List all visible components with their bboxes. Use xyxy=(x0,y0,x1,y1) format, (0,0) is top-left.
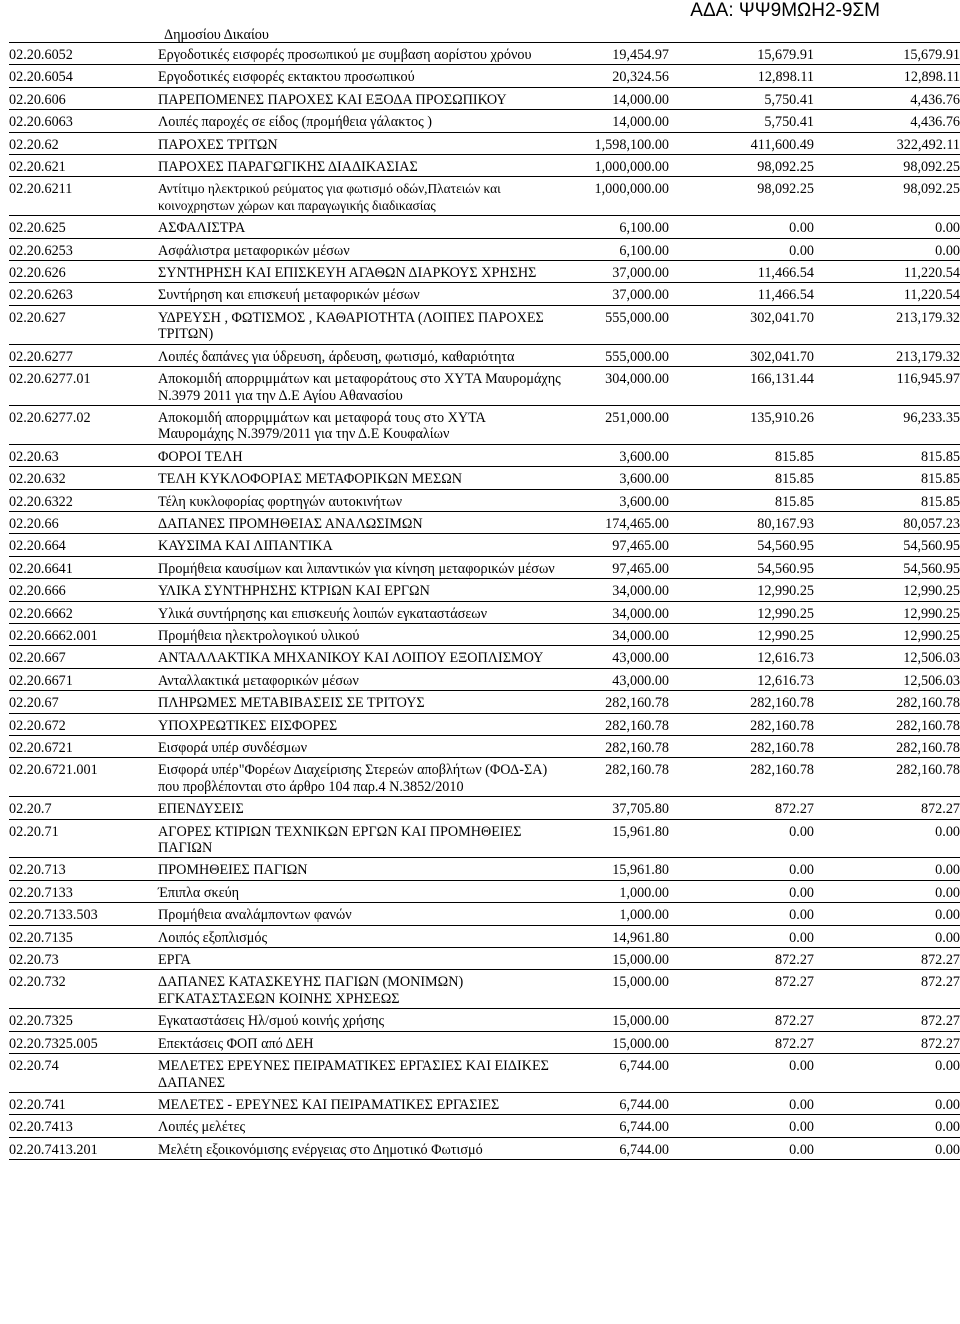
budgeted-amount-cell: 14,000.00 xyxy=(569,87,669,109)
description-cell: ΦΟΡΟΙ ΤΕΛΗ xyxy=(155,444,569,466)
budgeted-amount-cell: 555,000.00 xyxy=(569,305,669,344)
table-row xyxy=(9,1031,960,1053)
description-cell: ΔΑΠΑΝΕΣ ΚΑΤΑΣΚΕΥΗΣ ΠΑΓΙΩΝ (ΜΟΝΙΜΩΝ) ΕΓΚΑΤΑΣΤΑΣΕΩΝ ΚΟΙΝΗΣ ΧΡΗΣΕΩΣ xyxy=(155,970,569,1009)
account-code-cell: 02.20.6277 xyxy=(9,344,155,366)
description-cell: Προμήθεια καυσίμων και λιπαντικών για κίνηση μεταφορικών μέσων xyxy=(155,556,569,578)
paid-amount-cell: 0.00 xyxy=(814,1137,960,1159)
account-code-cell: 02.20.6721 xyxy=(9,736,155,758)
table-row xyxy=(9,261,960,283)
committed-amount-cell: 98,092.25 xyxy=(669,155,814,177)
paid-amount-cell: 12,990.25 xyxy=(814,579,960,601)
budget-table xyxy=(9,43,960,1160)
committed-amount-cell: 0.00 xyxy=(669,1092,814,1114)
committed-amount-cell: 12,990.25 xyxy=(669,601,814,623)
budgeted-amount-cell: 37,000.00 xyxy=(569,261,669,283)
budgeted-amount-cell: 15,000.00 xyxy=(569,948,669,970)
description-cell: Εγκαταστάσεις Ηλ/σμού κοινής χρήσης xyxy=(155,1009,569,1031)
budgeted-amount-cell: 19,454.97 xyxy=(569,43,669,65)
paid-amount-cell: 12,990.25 xyxy=(814,601,960,623)
description-cell: ΑΝΤΑΛΛΑΚΤΙΚΑ ΜΗΧΑΝΙΚΟΥ ΚΑΙ ΛΟΙΠΟΥ ΕΞΟΠΛΙΣΜΟΥ xyxy=(155,646,569,668)
table-row xyxy=(9,43,960,65)
table-row xyxy=(9,1009,960,1031)
budgeted-amount-cell: 282,160.78 xyxy=(569,691,669,713)
paid-amount-cell: 815.85 xyxy=(814,444,960,466)
description-cell: Αποκομιδή απορριμμάτων και μεταφορά τους στο ΧΥΤΑ Μαυρομάχης Ν.3979/2011 για την Δ.Ε Κουφαλίων xyxy=(155,405,569,444)
account-code-cell: 02.20.67 xyxy=(9,691,155,713)
account-code-cell: 02.20.7135 xyxy=(9,925,155,947)
table-row xyxy=(9,668,960,690)
budgeted-amount-cell: 6,744.00 xyxy=(569,1115,669,1137)
account-code-cell: 02.20.732 xyxy=(9,970,155,1009)
paid-amount-cell: 0.00 xyxy=(814,858,960,880)
paid-amount-cell: 96,233.35 xyxy=(814,405,960,444)
budgeted-amount-cell: 282,160.78 xyxy=(569,736,669,758)
table-row xyxy=(9,1092,960,1114)
paid-amount-cell: 0.00 xyxy=(814,880,960,902)
paid-amount-cell: 116,945.97 xyxy=(814,367,960,406)
table-row xyxy=(9,880,960,902)
committed-amount-cell: 166,131.44 xyxy=(669,367,814,406)
table-row xyxy=(9,691,960,713)
budgeted-amount-cell: 6,744.00 xyxy=(569,1092,669,1114)
description-cell: ΚΑΥΣΙΜΑ ΚΑΙ ΛΙΠΑΝΤΙΚΑ xyxy=(155,534,569,556)
description-cell: ΠΑΡΕΠΟΜΕΝΕΣ ΠΑΡΟΧΕΣ ΚΑΙ ΕΞΟΔΑ ΠΡΟΣΩΠΙΚΟΥ xyxy=(155,87,569,109)
description-cell: ΠΡΟΜΗΘΕΙΕΣ ΠΑΓΙΩΝ xyxy=(155,858,569,880)
account-code-cell: 02.20.6721.001 xyxy=(9,758,155,797)
description-cell: Λοιπός εξοπλισμός xyxy=(155,925,569,947)
paid-amount-cell: 872.27 xyxy=(814,797,960,819)
account-code-cell: 02.20.7325 xyxy=(9,1009,155,1031)
committed-amount-cell: 872.27 xyxy=(669,948,814,970)
paid-amount-cell: 322,492.11 xyxy=(814,132,960,154)
description-cell: Τέλη κυκλοφορίας φορτηγών αυτοκινήτων xyxy=(155,489,569,511)
paid-amount-cell: 282,160.78 xyxy=(814,691,960,713)
committed-amount-cell: 815.85 xyxy=(669,444,814,466)
description-cell: ΜΕΛΕΤΕΣ ΕΡΕΥΝΕΣ ΠΕΙΡΑΜΑΤΙΚΕΣ ΕΡΓΑΣΙΕΣ ΚΑΙ ΕΙΔΙΚΕΣ ΔΑΠΑΝΕΣ xyxy=(155,1054,569,1093)
committed-amount-cell: 0.00 xyxy=(669,880,814,902)
account-code-cell: 02.20.6662.001 xyxy=(9,623,155,645)
table-row xyxy=(9,177,960,216)
account-code-cell: 02.20.7413.201 xyxy=(9,1137,155,1159)
committed-amount-cell: 12,616.73 xyxy=(669,668,814,690)
paid-amount-cell: 213,179.32 xyxy=(814,305,960,344)
account-code-cell: 02.20.7325.005 xyxy=(9,1031,155,1053)
description-cell: Συντήρηση και επισκευή μεταφορικών μέσων xyxy=(155,283,569,305)
table-row xyxy=(9,534,960,556)
table-row xyxy=(9,623,960,645)
account-code-cell: 02.20.6641 xyxy=(9,556,155,578)
paid-amount-cell: 872.27 xyxy=(814,970,960,1009)
committed-amount-cell: 12,990.25 xyxy=(669,579,814,601)
committed-amount-cell: 872.27 xyxy=(669,797,814,819)
budgeted-amount-cell: 20,324.56 xyxy=(569,65,669,87)
account-code-cell: 02.20.74 xyxy=(9,1054,155,1093)
table-row xyxy=(9,903,960,925)
budgeted-amount-cell: 1,000.00 xyxy=(569,903,669,925)
description-cell: ΥΛΙΚΑ ΣΥΝΤΗΡΗΣΗΣ ΚΤΡΙΩΝ ΚΑΙ ΕΡΓΩΝ xyxy=(155,579,569,601)
description-cell: Προμήθεια αναλάμποντων φανών xyxy=(155,903,569,925)
table-row xyxy=(9,579,960,601)
budgeted-amount-cell: 15,000.00 xyxy=(569,1031,669,1053)
account-code-cell: 02.20.667 xyxy=(9,646,155,668)
budgeted-amount-cell: 97,465.00 xyxy=(569,556,669,578)
committed-amount-cell: 872.27 xyxy=(669,1031,814,1053)
table-row xyxy=(9,1054,960,1093)
paid-amount-cell: 54,560.95 xyxy=(814,556,960,578)
account-code-cell: 02.20.7413 xyxy=(9,1115,155,1137)
account-code-cell: 02.20.664 xyxy=(9,534,155,556)
table-row xyxy=(9,948,960,970)
committed-amount-cell: 5,750.41 xyxy=(669,110,814,132)
committed-amount-cell: 0.00 xyxy=(669,1137,814,1159)
description-cell: Αποκομιδή απορριμμάτων και μεταφοράτους στο ΧΥΤΑ Μαυρομάχης Ν.3979 2011 για την Δ.Ε Αγίου Αθανασίου xyxy=(155,367,569,406)
budgeted-amount-cell: 14,961.80 xyxy=(569,925,669,947)
budgeted-amount-cell: 3,600.00 xyxy=(569,467,669,489)
paid-amount-cell: 282,160.78 xyxy=(814,736,960,758)
account-code-cell: 02.20.62 xyxy=(9,132,155,154)
table-row xyxy=(9,405,960,444)
table-row xyxy=(9,87,960,109)
table-row xyxy=(9,797,960,819)
paid-amount-cell: 12,898.11 xyxy=(814,65,960,87)
committed-amount-cell: 0.00 xyxy=(669,903,814,925)
committed-amount-cell: 282,160.78 xyxy=(669,691,814,713)
committed-amount-cell: 815.85 xyxy=(669,467,814,489)
committed-amount-cell: 0.00 xyxy=(669,819,814,858)
budgeted-amount-cell: 37,705.80 xyxy=(569,797,669,819)
budgeted-amount-cell: 3,600.00 xyxy=(569,489,669,511)
paid-amount-cell: 98,092.25 xyxy=(814,177,960,216)
budgeted-amount-cell: 97,465.00 xyxy=(569,534,669,556)
table-row xyxy=(9,1115,960,1137)
paid-amount-cell: 15,679.91 xyxy=(814,43,960,65)
description-cell: Έπιπλα σκεύη xyxy=(155,880,569,902)
description-cell: Μελέτη εξοικονόμισης ενέργειας στο Δημοτικό Φωτισμό xyxy=(155,1137,569,1159)
table-row xyxy=(9,556,960,578)
account-code-cell: 02.20.7133.503 xyxy=(9,903,155,925)
description-cell: ΕΠΕΝΔΥΣΕΙΣ xyxy=(155,797,569,819)
account-code-cell: 02.20.7 xyxy=(9,797,155,819)
budgeted-amount-cell: 304,000.00 xyxy=(569,367,669,406)
paid-amount-cell: 0.00 xyxy=(814,1092,960,1114)
table-row xyxy=(9,758,960,797)
budgeted-amount-cell: 15,961.80 xyxy=(569,858,669,880)
budgeted-amount-cell: 34,000.00 xyxy=(569,601,669,623)
table-row xyxy=(9,283,960,305)
table-row xyxy=(9,925,960,947)
description-cell: ΠΑΡΟΧΕΣ ΠΑΡΑΓΩΓΙΚΗΣ ΔΙΑΔΙΚΑΣΙΑΣ xyxy=(155,155,569,177)
committed-amount-cell: 15,679.91 xyxy=(669,43,814,65)
committed-amount-cell: 411,600.49 xyxy=(669,132,814,154)
paid-amount-cell: 12,990.25 xyxy=(814,623,960,645)
budgeted-amount-cell: 37,000.00 xyxy=(569,283,669,305)
budgeted-amount-cell: 282,160.78 xyxy=(569,713,669,735)
committed-amount-cell: 12,990.25 xyxy=(669,623,814,645)
budgeted-amount-cell: 15,000.00 xyxy=(569,970,669,1009)
account-code-cell: 02.20.632 xyxy=(9,467,155,489)
paid-amount-cell: 282,160.78 xyxy=(814,758,960,797)
table-row xyxy=(9,736,960,758)
table-row xyxy=(9,858,960,880)
paid-amount-cell: 0.00 xyxy=(814,1054,960,1093)
description-cell: ΠΛΗΡΩΜΕΣ ΜΕΤΑΒΙΒΑΣΕΙΣ ΣΕ ΤΡΙΤΟΥΣ xyxy=(155,691,569,713)
account-code-cell: 02.20.6662 xyxy=(9,601,155,623)
table-row xyxy=(9,110,960,132)
table-row xyxy=(9,511,960,533)
budgeted-amount-cell: 15,961.80 xyxy=(569,819,669,858)
budgeted-amount-cell: 3,600.00 xyxy=(569,444,669,466)
description-cell: ΥΔΡΕΥΣΗ , ΦΩΤΙΣΜΟΣ , ΚΑΘΑΡΙΟΤΗΤΑ (ΛΟΙΠΕΣ ΠΑΡΟΧΕΣ ΤΡΙΤΩΝ) xyxy=(155,305,569,344)
budgeted-amount-cell: 174,465.00 xyxy=(569,511,669,533)
budgeted-amount-cell: 251,000.00 xyxy=(569,405,669,444)
committed-amount-cell: 0.00 xyxy=(669,1054,814,1093)
description-cell: ΠΑΡΟΧΕΣ ΤΡΙΤΩΝ xyxy=(155,132,569,154)
committed-amount-cell: 12,898.11 xyxy=(669,65,814,87)
committed-amount-cell: 282,160.78 xyxy=(669,713,814,735)
paid-amount-cell: 54,560.95 xyxy=(814,534,960,556)
paid-amount-cell: 815.85 xyxy=(814,489,960,511)
budgeted-amount-cell: 1,598,100.00 xyxy=(569,132,669,154)
account-code-cell: 02.20.6277.01 xyxy=(9,367,155,406)
description-cell: Ασφάλιστρα μεταφορικών μέσων xyxy=(155,238,569,260)
budgeted-amount-cell: 34,000.00 xyxy=(569,579,669,601)
paid-amount-cell: 11,220.54 xyxy=(814,283,960,305)
account-code-cell: 02.20.666 xyxy=(9,579,155,601)
table-row xyxy=(9,132,960,154)
committed-amount-cell: 282,160.78 xyxy=(669,758,814,797)
committed-amount-cell: 80,167.93 xyxy=(669,511,814,533)
budget-document xyxy=(9,23,960,1160)
account-code-cell: 02.20.6263 xyxy=(9,283,155,305)
paid-amount-cell: 0.00 xyxy=(814,1115,960,1137)
budgeted-amount-cell: 43,000.00 xyxy=(569,668,669,690)
committed-amount-cell: 872.27 xyxy=(669,970,814,1009)
budgeted-amount-cell: 282,160.78 xyxy=(569,758,669,797)
table-row xyxy=(9,155,960,177)
committed-amount-cell: 0.00 xyxy=(669,1115,814,1137)
paid-amount-cell: 12,506.03 xyxy=(814,668,960,690)
description-cell: ΥΠΟΧΡΕΩΤΙΚΕΣ ΕΙΣΦΟΡΕΣ xyxy=(155,713,569,735)
budgeted-amount-cell: 6,744.00 xyxy=(569,1137,669,1159)
account-code-cell: 02.20.6322 xyxy=(9,489,155,511)
table-row xyxy=(9,367,960,406)
account-code-cell: 02.20.625 xyxy=(9,216,155,238)
description-cell: Ανταλλακτικά μεταφορικών μέσων xyxy=(155,668,569,690)
table-row xyxy=(9,65,960,87)
paid-amount-cell: 815.85 xyxy=(814,467,960,489)
account-code-cell: 02.20.6054 xyxy=(9,65,155,87)
paid-amount-cell: 4,436.76 xyxy=(814,87,960,109)
committed-amount-cell: 135,910.26 xyxy=(669,405,814,444)
committed-amount-cell: 5,750.41 xyxy=(669,87,814,109)
budgeted-amount-cell: 6,100.00 xyxy=(569,216,669,238)
paid-amount-cell: 12,506.03 xyxy=(814,646,960,668)
committed-amount-cell: 54,560.95 xyxy=(669,556,814,578)
budgeted-amount-cell: 43,000.00 xyxy=(569,646,669,668)
ada-identifier: ΑΔΑ: ΨΨ9ΜΩΗ2-9ΣΜ xyxy=(690,0,880,21)
table-row xyxy=(9,216,960,238)
committed-amount-cell: 0.00 xyxy=(669,858,814,880)
paid-amount-cell: 11,220.54 xyxy=(814,261,960,283)
budget-table-body xyxy=(9,43,960,1160)
account-code-cell: 02.20.6671 xyxy=(9,668,155,690)
budgeted-amount-cell: 34,000.00 xyxy=(569,623,669,645)
description-cell: ΕΡΓΑ xyxy=(155,948,569,970)
account-code-cell: 02.20.713 xyxy=(9,858,155,880)
paid-amount-cell: 872.27 xyxy=(814,1009,960,1031)
committed-amount-cell: 0.00 xyxy=(669,238,814,260)
description-cell: Προμήθεια ηλεκτρολογικού υλικού xyxy=(155,623,569,645)
committed-amount-cell: 11,466.54 xyxy=(669,261,814,283)
description-cell: ΑΓΟΡΕΣ ΚΤΙΡΙΩΝ ΤΕΧΝΙΚΩΝ ΕΡΓΩΝ ΚΑΙ ΠΡΟΜΗΘΕΙΕΣ ΠΑΓΙΩΝ xyxy=(155,819,569,858)
table-row xyxy=(9,646,960,668)
description-cell: Επεκτάσεις ΦΟΠ από ΔΕΗ xyxy=(155,1031,569,1053)
paid-amount-cell: 0.00 xyxy=(814,819,960,858)
committed-amount-cell: 302,041.70 xyxy=(669,344,814,366)
paid-amount-cell: 213,179.32 xyxy=(814,344,960,366)
account-code-cell: 02.20.626 xyxy=(9,261,155,283)
budgeted-amount-cell: 555,000.00 xyxy=(569,344,669,366)
table-row xyxy=(9,444,960,466)
description-cell: Εισφορά υπέρ συνδέσμων xyxy=(155,736,569,758)
table-row xyxy=(9,489,960,511)
account-code-cell: 02.20.71 xyxy=(9,819,155,858)
description-cell: Αντίτιμο ηλεκτρικού ρεύματος για φωτισμό οδών,Πλατειών και κοινοχρηστων χώρων και παραγωγικής διαδικασίας xyxy=(155,177,569,216)
budgeted-amount-cell: 6,744.00 xyxy=(569,1054,669,1093)
paid-amount-cell: 98,092.25 xyxy=(814,155,960,177)
account-code-cell: 02.20.6277.02 xyxy=(9,405,155,444)
description-cell: Υλικά συντήρησης και επισκευής λοιπών εγκαταστάσεων xyxy=(155,601,569,623)
account-code-cell: 02.20.7133 xyxy=(9,880,155,902)
account-code-cell: 02.20.6052 xyxy=(9,43,155,65)
paid-amount-cell: 872.27 xyxy=(814,948,960,970)
table-row xyxy=(9,344,960,366)
paid-amount-cell: 282,160.78 xyxy=(814,713,960,735)
account-code-cell: 02.20.66 xyxy=(9,511,155,533)
committed-amount-cell: 302,041.70 xyxy=(669,305,814,344)
committed-amount-cell: 0.00 xyxy=(669,925,814,947)
description-cell: Λοιπές παροχές σε είδος (προμήθεια γάλακτος ) xyxy=(155,110,569,132)
table-row xyxy=(9,1137,960,1159)
account-code-cell: 02.20.627 xyxy=(9,305,155,344)
account-code-cell: 02.20.621 xyxy=(9,155,155,177)
continuation-text: Δημοσίου Δικαίου xyxy=(9,23,960,43)
table-row xyxy=(9,238,960,260)
budgeted-amount-cell: 14,000.00 xyxy=(569,110,669,132)
budgeted-amount-cell: 1,000.00 xyxy=(569,880,669,902)
account-code-cell: 02.20.672 xyxy=(9,713,155,735)
description-cell: ΤΕΛΗ ΚΥΚΛΟΦΟΡΙΑΣ ΜΕΤΑΦΟΡΙΚΩΝ ΜΕΣΩΝ xyxy=(155,467,569,489)
committed-amount-cell: 0.00 xyxy=(669,216,814,238)
committed-amount-cell: 12,616.73 xyxy=(669,646,814,668)
committed-amount-cell: 11,466.54 xyxy=(669,283,814,305)
account-code-cell: 02.20.6211 xyxy=(9,177,155,216)
paid-amount-cell: 872.27 xyxy=(814,1031,960,1053)
budgeted-amount-cell: 1,000,000.00 xyxy=(569,177,669,216)
table-row xyxy=(9,601,960,623)
account-code-cell: 02.20.606 xyxy=(9,87,155,109)
description-cell: Εργοδοτικές εισφορές εκτακτου προσωπικού xyxy=(155,65,569,87)
description-cell: ΔΑΠΑΝΕΣ ΠΡΟΜΗΘΕΙΑΣ ΑΝΑΛΩΣΙΜΩΝ xyxy=(155,511,569,533)
paid-amount-cell: 0.00 xyxy=(814,238,960,260)
account-code-cell: 02.20.6063 xyxy=(9,110,155,132)
paid-amount-cell: 0.00 xyxy=(814,925,960,947)
budgeted-amount-cell: 6,100.00 xyxy=(569,238,669,260)
account-code-cell: 02.20.6253 xyxy=(9,238,155,260)
table-row xyxy=(9,467,960,489)
paid-amount-cell: 0.00 xyxy=(814,903,960,925)
description-cell: Εισφορά υπέρ"Φορέων Διαχείρισης Στερεών αποβλήτων (ΦΟΔ-ΣΑ) που προβλέπονται στο άρθρο 104 παρ.4 Ν.3852/2010 xyxy=(155,758,569,797)
table-row xyxy=(9,305,960,344)
paid-amount-cell: 80,057.23 xyxy=(814,511,960,533)
committed-amount-cell: 282,160.78 xyxy=(669,736,814,758)
budgeted-amount-cell: 1,000,000.00 xyxy=(569,155,669,177)
budgeted-amount-cell: 15,000.00 xyxy=(569,1009,669,1031)
committed-amount-cell: 872.27 xyxy=(669,1009,814,1031)
table-row xyxy=(9,970,960,1009)
description-cell: Εργοδοτικές εισφορές προσωπικού με συμβαση αορίστου χρόνου xyxy=(155,43,569,65)
description-cell: ΑΣΦΑΛΙΣΤΡΑ xyxy=(155,216,569,238)
table-row xyxy=(9,819,960,858)
table-row xyxy=(9,713,960,735)
account-code-cell: 02.20.73 xyxy=(9,948,155,970)
paid-amount-cell: 4,436.76 xyxy=(814,110,960,132)
committed-amount-cell: 98,092.25 xyxy=(669,177,814,216)
description-cell: ΜΕΛΕΤΕΣ - ΕΡΕΥΝΕΣ ΚΑΙ ΠΕΙΡΑΜΑΤΙΚΕΣ ΕΡΓΑΣΙΕΣ xyxy=(155,1092,569,1114)
account-code-cell: 02.20.741 xyxy=(9,1092,155,1114)
committed-amount-cell: 815.85 xyxy=(669,489,814,511)
account-code-cell: 02.20.63 xyxy=(9,444,155,466)
paid-amount-cell: 0.00 xyxy=(814,216,960,238)
description-cell: Λοιπές μελέτες xyxy=(155,1115,569,1137)
description-cell: Λοιπές δαπάνες για ύδρευση, άρδευση, φωτισμό, καθαριότητα xyxy=(155,344,569,366)
committed-amount-cell: 54,560.95 xyxy=(669,534,814,556)
description-cell: ΣΥΝΤΗΡΗΣΗ ΚΑΙ ΕΠΙΣΚΕΥΗ ΑΓΑΘΩΝ ΔΙΑΡΚΟΥΣ ΧΡΗΣΗΣ xyxy=(155,261,569,283)
